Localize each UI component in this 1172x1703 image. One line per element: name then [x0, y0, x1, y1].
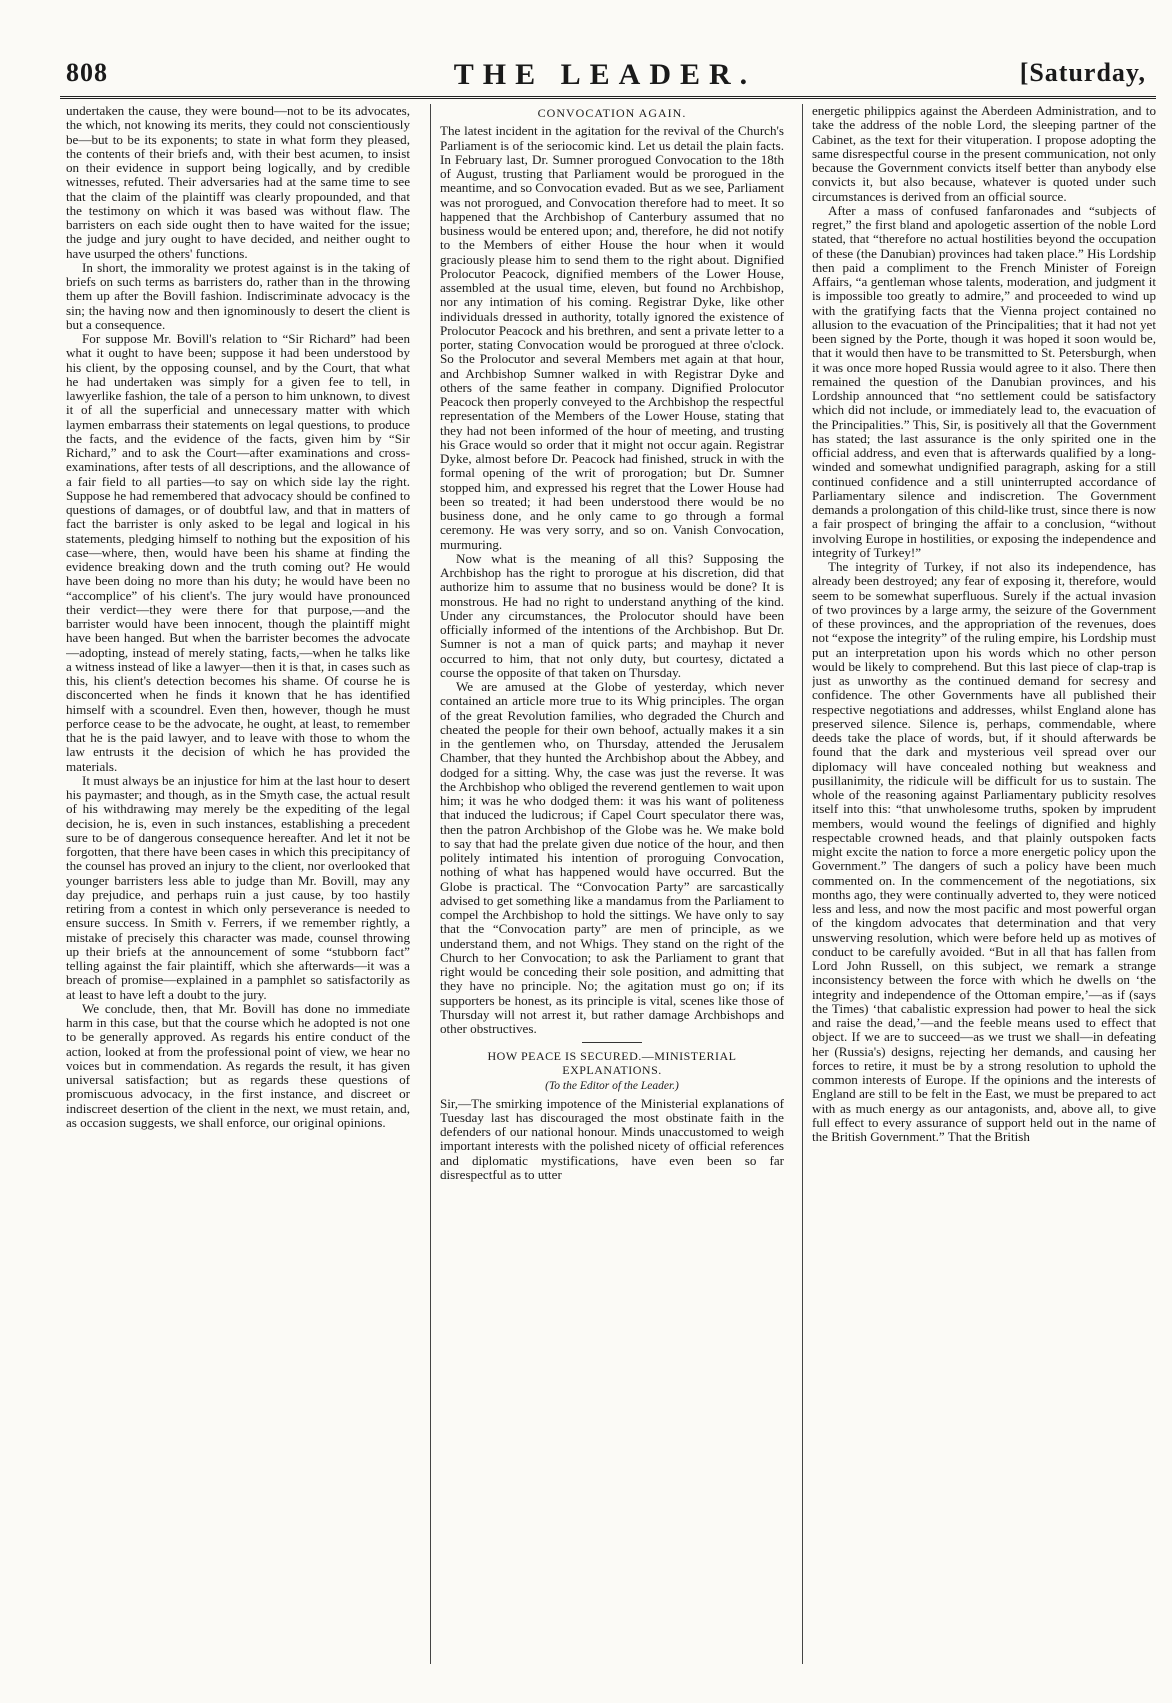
- paragraph: We conclude, then, that Mr. Bovill has done no immediate harm in this case, but that the course which he adopted is not one to be generally approved. As regards his entire conduct of the action, looked at from the professional point of view, we hear no voices but in commendation. As regards the result, it has given universal satisfaction; but as regards these questions of promiscuous advocacy, in the first instance, and discreet or indiscreet desertion of the client in the next, we must retain, and, as occasion suggests, we shall enforce, our original opinions.: [66, 1000, 410, 1130]
- page-number: 808: [66, 58, 108, 87]
- article-heading: HOW PEACE IS SECURED.—MINISTERIAL EXPLANATIONS.: [487, 1049, 737, 1078]
- article-subheading: (To the Editor of the Leader.): [545, 1080, 679, 1093]
- paragraph: Now what is the meaning of all this? Supposing the Archbishop has the right to prorogue at his discretion, did that authorize him to assume that no business would be done? It is monstrous. He had no right to understand anything of the kind. Under any circumstances, the Prolocutor should have been officially informed of the intentions of the Archbishop. But Dr. Sumner is not a man of quick parts; and mayhap it never occurred to him, that not only duty, but courtesy, dictated a course the opposite of that taken on Thursday.: [440, 550, 784, 680]
- issue-day: [Saturday,: [1019, 58, 1146, 87]
- article-divider: [582, 1042, 642, 1043]
- paragraph: undertaken the cause, they were bound—not to be its advocates, the which, not knowing its merits, they could not conscientiously be—but to be its exponents; to state in what form they pleased, the contents of their briefs and, with their best acumen, to insist on their evidence in support being logically, and by credible witnesses, refuted. Their adversaries had at the same time to see that the claim of the plaintiff was clearly propounded, and that the testimony on which it was based was without flaw. The barristers on each side ought then to have waited for the issue; the judge and jury ought to have decided, and neither ought to have usurped the others' functions.: [66, 104, 410, 261]
- masthead-rule: [60, 96, 1156, 99]
- column-separator: [802, 104, 803, 1664]
- newspaper-title: THE LEADER.: [453, 58, 757, 91]
- paragraph: energetic philippics against the Aberdeen Administration, and to take the address of the noble Lord, the sleeping partner of the Cabinet, as the text for their vituperation. I propose adopting the same disrespectful course in the present communication, not only because the Government convicts itself better than anybody else convicts it, but also because, whatever is quoted under such circumstances is derived from an official source.: [812, 104, 1156, 204]
- paragraph: We are amused at the Globe of yesterday, which never contained an article more true to its Whig principles. The organ of the great Revolution families, who degraded the Church and cheated the people for their own behoof, actually makes it a sin in the gentlemen who, on Thursday, attended the Jerusalem Chamber, that they hunted the Archbishop about the Abbey, and dodged for a sitting. Why, the case was just the reverse. It was the Archbishop who obliged the reverend gentlemen to wait upon him; it was he who dodged them: it was his want of politeness that induced the ludicrous; if Capel Court speculator there was, then the patron Archbishop of the Globe was he. We make bold to say that had the prelate given due notice of the hour, and then politely intimated his intention of proroguing Convocation, nothing of what has happened would have occurred. But the Globe is practical. The “Convocation Party” are sarcastically advised to get something like a mandamus from the Parliament to compel the Archbishop to hold the sittings. We have only to say that the “Convocation party” are men of principle, as we understand them, and not Whigs. They stand on the right of the Church to her Convocation; to ask the Parliament to grant that right would be conceding their sole position, and admitting that they have no principle. No; the agitation must go on; if its supporters be honest, as its principle is vital, scenes like those of Thursday will not arrest it, but rather damage Archbishops and other obstructives.: [440, 679, 784, 1036]
- paragraph: For suppose Mr. Bovill's relation to “Sir Richard” had been what it ought to have been; suppose it had been understood by his client, by the opposing counsel, and by the Court, that what he had undertaken was simply for a given fee to tell, in lawyerlike fashion, the tale of a person to him unknown, to divest it of all the superficial and unnecessary matter with which laymen embarrass their statements on legal questions, to produce the facts, and the evidence of the facts, given him by “Sir Richard,” and to ask the Court—after examinations and cross-examinations, after tests of all descriptions, and the allowance of a fair field to all parties—to say on which side lay the right. Suppose he had remembered that advocacy should be confined to questions of damages, or of doubtful law, and that in matters of fact the barrister is only asked to be legal and logical in his statements, pledging himself to nothing but the exposition of his case—where, then, would have been his shame at finding the evidence breaking down and the truth coming out? He would have been doing no more than his duty; he would have been no “accomplice” of his client's. The jury would have pronounced their verdict—they were there for that purpose,—and the barrister would have been innocent, though the plaintiff might have been hanged. But when the barrister becomes the advocate—adopting, instead of merely stating, facts,—when he talks like a witness instead of like a lawyer—then it is that, in cases such as this, his client's detection becomes his shame. Of course he is disconcerted when he finds it known that he has identified himself with a scoundrel. Even then, however, though he must perforce cease to be the advocate, he ought, at least, to remember that he is the paid lawyer, and to leave with those to whom the law entrusts it the decision of which he has provided the materials.: [66, 331, 410, 774]
- column-3: [812, 104, 1156, 1664]
- article-heading: CONVOCATION AGAIN.: [537, 106, 687, 120]
- column-separator: [430, 104, 431, 1664]
- paragraph: In short, the immorality we protest against is in the taking of briefs on such terms as barristers do, rather than in the throwing them up after the Bovill fashion. Indiscriminate advocacy is the sin; the having now and then ignominously to desert the client is but a consequence.: [66, 259, 410, 332]
- paragraph: The integrity of Turkey, if not also its independence, has already been destroyed; any fear of exposing it, therefore, would seem to be somewhat superfluous. Surely if the actual invasion of two provinces by a large army, the seizure of the Government of these provinces, and the appropriation of the revenues, does not “expose the integrity” of the ruling empire, his Lordship must put an interpretation upon his words which no other person would be likely to comprehend. But this last piece of clap-trap is just as unworthy as the continued demand for secresy and confidence. The other Governments have all published their respective negotiations and addresses, whilst England alone has preserved silence. Silence is, perhaps, commendable, where deeds take the place of words, but, if it should afterwards be found that the dark and mysterious veil spread over our diplomacy will have concealed nothing but weakness and pusillanimity, the ridicule will be difficult for us to sustain. The whole of the reasoning against Parliamentary publicity resolves itself into this: “that unwholesome truths, spoken by imprudent members, would wound the feelings of dignified and highly respectable crowned heads, and that plainly outspoken facts might excite the nation to force a more energetic policy upon the Government.” The dangers of such a policy have been much commented on. In the commencement of the negotiations, six months ago, they were continually adverted to, they were noticed less and less, and now the most pacific and most powerful organ of the kingdom advocates that determination and that very unswerving resolution, which were before held up as motives of conduct to be carefully avoided. “But in all that has fallen from Lord John Russell, on this subject, we remark a strange inconsistency between the force with which he dwells on ‘the integrity and independence of the Ottoman empire,’—as if (says the Times) ‘that cabalistic expression had power to heal the sick and raise the dead,’—and the feeble means used to effect that object. If we are to succeed—as we trust we shall—in defeating her (Russia's) designs, rejecting her demands, and causing her forces to retire, it must be by a strong resolution to uphold the common interests of Europe. If the opinions and the interests of England are still to be felt in the East, we must be prepared to act with as much energy as our antagonists, and, above all, to give full effect to every assurance of support held out in the name of the British Government.” That the British: [812, 559, 1156, 1144]
- masthead: [60, 58, 1150, 94]
- paragraph: After a mass of confused fanfaronades and “subjects of regret,” the first bland and apologetic assertion of the noble Lord stated, that “therefore no actual hostilities beyond the occupation of these (the Danubian) provinces had taken place.” His Lordship then paid a compliment to the French Minister of Foreign Affairs, “a gentleman whose talents, moderation, and judgment it is impossible too greatly to admire,” and proceeded to wind up with the gratifying facts that the Vienna project contained no allusion to the evacuation of the Principalities; that it had not yet been signed by the Porte, though it was hoped it soon would be, that it would then have to be transmitted to St. Petersburgh, when it was once more hoped Russia would agree to it also. There then remained the question of the Danubian provinces, and his Lordship announced that “no settlement could be satisfactory which did not include, or immediately lead to, the evacuation of the Principalities.” This, Sir, is positively all that the Government has stated; the last assurance is the only spirited one in the official address, and even that is afterwards qualified by a long-winded and somewhat undignified paragraph, asking for a still continued confidence and a still uninterrupted accordance of Parliamentary silence and indiscretion. The Government demands a prolongation of this child-like trust, since there is now a fair prospect of bringing the affair to a conclusion, “without involving Europe in hostilities, or exposing the independence and integrity of Turkey!”: [812, 202, 1156, 560]
- column-1: [66, 104, 410, 1664]
- column-2: [440, 104, 784, 1664]
- paragraph: It must always be an injustice for him at the last hour to desert his paymaster; and though, as in the Smyth case, the actual result of his withdrawing may merely be the expediting of the legal decision, he is, even in such instances, establishing a precedent sure to be of dangerous consequence hereafter. And let it not be forgotten, that there have been cases in which this precipitancy of the counsel has proved an injury to the client, nor overlooked that younger barristers less able to judge than Mr. Bovill, may any day prejudice, and perhaps ruin a just cause, by too hastily retiring from a contest in which only perseverance is needed to ensure success. In Smith v. Ferrers, if we remember rightly, a mistake of precisely this character was made, counsel throwing up their briefs at the announcement of some “stubborn fact” telling against the fair plaintiff, which she afterwards—it was a breach of promise—explained in a pamphlet so satisfactorily as at least to have left a doubt to the jury.: [66, 772, 410, 1002]
- paragraph: Sir,—The smirking impotence of the Ministerial explanations of Tuesday last has discouraged the most obstinate faith in the defenders of our national honour. Minds unaccustomed to weigh important interests with the polished nicety of official references and diplomatic mystifications, have even been so far disrespectful as to utter: [440, 1095, 784, 1182]
- paragraph: The latest incident in the agitation for the revival of the Church's Parliament is of the seriocomic kind. Let us detail the plain facts. In February last, Dr. Sumner prorogued Convocation to the 18th of August, trusting that Parliament would be prorogued in the meantime, and so Convocation evaded. But as we see, Parliament was not prorogued, and Convocation therefore had to meet. It so happened that the Archbishop of Canterbury assumed that no business would be entered upon; and, therefore, he did not notify to the Members of either House the hour when it would graciously please him to send them to the right about. Dignified Prolocutor Peacock, dignified members of the Lower House, assembled at the usual time, eleven, but found no Archbishop, nor any intimation of his coming. Registrar Dyke, like other individuals dressed in authority, totally ignored the existence of Prolocutor Peacock and his brethren, and sent a private letter to a porter, stating Convocation would be prorogued at three o'clock. So the Prolocutor and several Members met again at that hour, and Archbishop Sumner walked in with Registrar Dyke and others of the same feather in company. Dignified Prolocutor Peacock then properly conveyed to the Archbishop the respectful representation of the Members of the Lower House, stating that they had not been informed of the hour of meeting, and trusting his Grace would so order that it might not occur again. Registrar Dyke, almost before Dr. Peacock had finished, struck in with the formal opening of the writ of prorogation; but Dr. Sumner stopped him, and expressed his regret that the Lower House had been so treated; it had been understood there would be no business done, and he only came to go through a formal ceremony. He was very sorry, and so on. Vanish Convocation, murmuring.: [440, 123, 784, 552]
